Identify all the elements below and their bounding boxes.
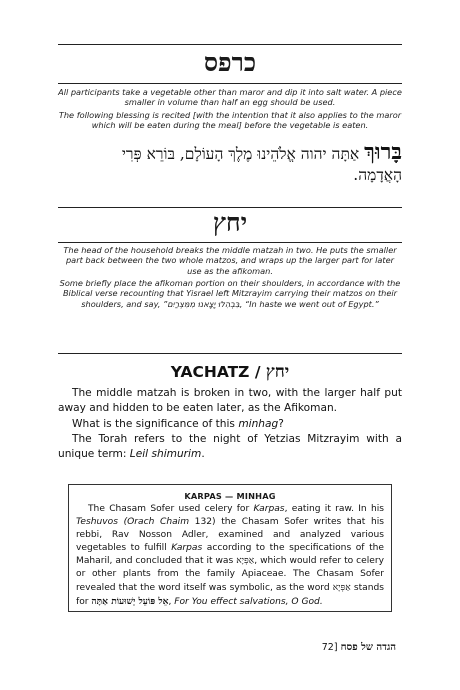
top-rule: [58, 44, 402, 45]
karpas-instruction-2: The following blessing is recited [with the intention that it also applies to the maror which will be eaten during the meal] before the vegetable is eaten.: [58, 110, 402, 131]
karpas-title-rule: [58, 83, 402, 84]
page-footer: [322, 642, 402, 653]
commentary-title: [58, 362, 402, 382]
commentary-title-hebrew: יחץ: [265, 362, 290, 382]
minhag-box-text: The Chasam Sofer used celery for Karpas, eating it raw. In his Teshuvos (Orach Chaim 132) the Chasam Sofer writes that his rebbi, Rav Nosson Adler, examined and analyzed various vegetables to fulfill Karpas according to the specifications of the Maharil, and concluded that it was אַפְּיָא, which would refer to celery or other plants from the family Apiaceae. The Chasam Sofer revealed that the word itself was symbolic, as the word אַפְּיָא stands for אֵל פּוֹעֵל יְשׁוּעוֹת אַתָּה, For You effect salvations, O God.: [76, 504, 385, 607]
commentary-para-2: What is the significance of this minhag?: [72, 417, 284, 430]
karpas-title: כרפס: [203, 48, 257, 77]
commentary-para-1: The middle matzah is broken in two, with the larger half put away and hidden to be eaten later, as the Afikoman.: [58, 387, 402, 415]
page-number: [72: [321, 642, 338, 653]
karpas-blessing: [110, 139, 402, 186]
yachatz-title-rule: [58, 242, 402, 243]
yachatz-instruction-1: The head of the household breaks the middle matzah in two. He puts the smaller part back between the two whole matzos, and wraps up the larger part for later use as the afikoman.: [63, 245, 397, 276]
karpas-instruction-1: All participants take a vegetable other than maror and dip it into salt water. A piece smaller in volume than half an egg should be used.: [58, 87, 402, 108]
minhag-box-title: KARPAS — MINHAG: [184, 491, 276, 501]
yachatz-title: יחץ: [212, 208, 248, 237]
commentary-body: [58, 386, 402, 462]
footer-hebrew-title: הגדה של פסח: [340, 642, 396, 653]
yachatz-instruction-2: Some briefly place the afikoman portion on their shoulders, in accordance with the Biblical verse recounting that Yisrael left Mitzrayim carrying their matzos on their shoulders, and say, ”בִּבְהִלוּ יָצָאנוּ מִמִּצְרַיִם, “In haste we went out of Egypt.”: [59, 278, 401, 309]
blessing-text: אַתָּה יהוה אֱלֹהֵינוּ מֶלֶךְ הָעוֹלָם, בּוֹרֵא פְּרִי הָאֲדָמָה.: [121, 145, 402, 184]
blessing-first-word: בָּרוּךְ: [364, 139, 402, 165]
commentary-title-english: YACHATZ /: [170, 363, 261, 381]
commentary-rule: [58, 353, 402, 354]
commentary-para-3: The Torah refers to the night of Yetzias Mitzrayim with a unique term: Leil shimurim.: [58, 432, 402, 461]
